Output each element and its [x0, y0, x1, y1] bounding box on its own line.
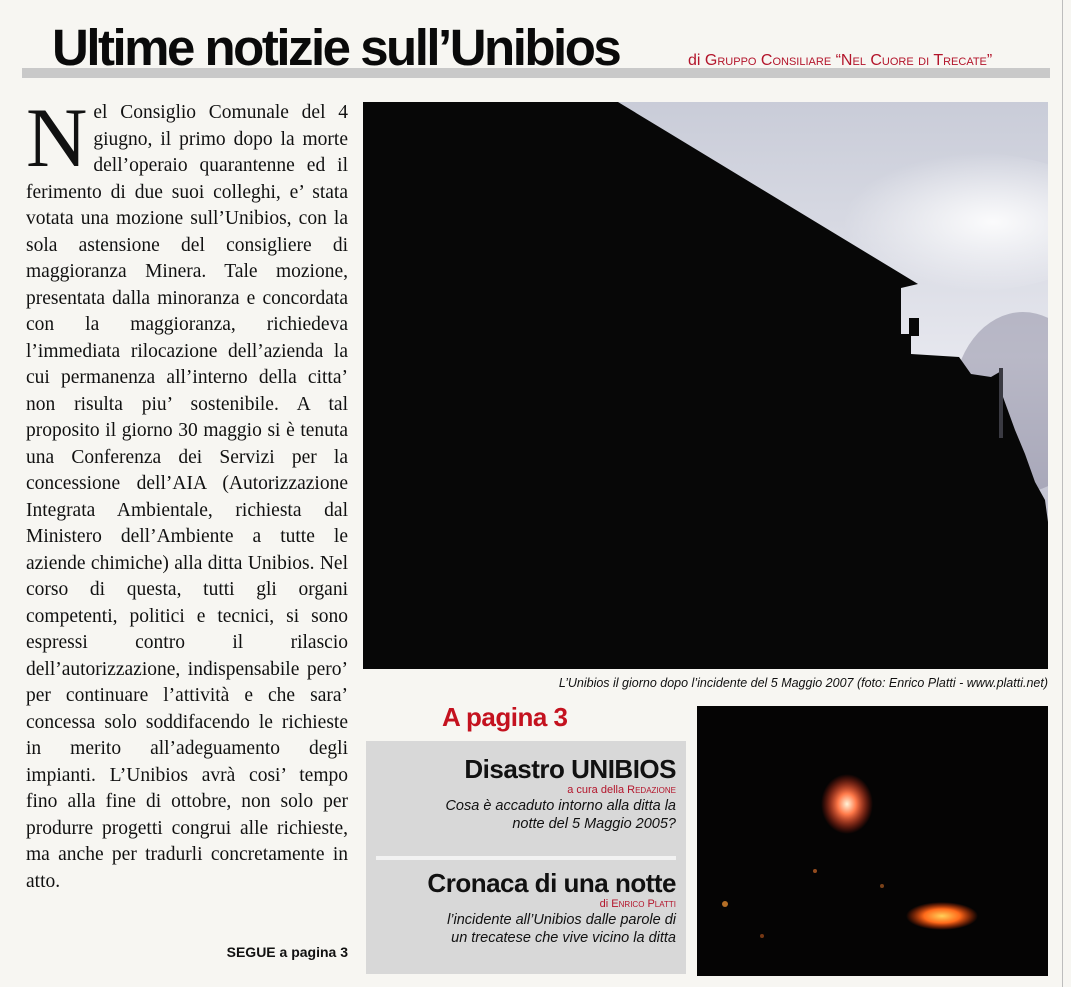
- teaser-desc-line: un trecatese che vive vicino la ditta: [451, 930, 676, 946]
- unibios-photo-image: [363, 102, 1048, 669]
- page-edge-line: [1062, 0, 1063, 987]
- article-text: el Consiglio Comunale del 4 giugno, il primo dopo la morte dell’operaio quarantenne ed il ferimento di due suoi colleghi, e’ stata votata una mozione sull’Unibios, con la sola astensione del consigliere di maggioranza Minera. Tale mozione, presentata dalla minoranza e concordata con la maggioranza, richiedeva l’immediata rilocazione dell’azienda la cui permanenza all’interno della citta’ non risulta piu’ sostenibile. A tal proposito il giorno 30 maggio si è tenuta una Conferenza dei Servizi per la concessione dell’AIA (Autorizzazione Integrata Ambientale, richiesta dal Ministero dell’Ambiente a tutte le aziende chimiche) alla ditta Unibios. Nel corso di questa, tutti gli organi competenti, politici e tecnici, si sono espressi contro il rilascio dell’autorizzazione, indispensabile pero’ per continuare l’attività e che sara’ concessa solo soddifacendo le richieste in merito all’adeguamento degli impianti. L’Unibios avrà cosi’ tempo fino alla fine di ottobre, non solo per produrre progetti congrui alle richieste, ma anche per tradurli concretamente in atto.: [26, 102, 348, 892]
- night-fire-photo-image: [697, 706, 1048, 976]
- drop-cap: N: [26, 91, 88, 185]
- teaser-byline-author: Enrico Platti: [611, 898, 676, 910]
- teaser-byline-prefix: a cura della: [567, 784, 625, 796]
- unibios-photo: [363, 102, 1048, 669]
- sidebar-box: [366, 741, 686, 974]
- teaser-cronaca[interactable]: [366, 869, 676, 947]
- photo-caption: L’Unibios il giorno dopo l’incidente del 5 Maggio 2007 (foto: Enrico Platti - www.platti.net): [558, 676, 1048, 690]
- teaser-byline: [366, 783, 676, 797]
- article-body: [26, 91, 348, 895]
- teaser-desc-line: l’incidente all’Unibios dalle parole di: [447, 912, 676, 928]
- continued-link[interactable]: SEGUE a pagina 3: [226, 944, 348, 960]
- night-fire-photo: [697, 706, 1048, 976]
- sidebar-divider: [376, 856, 676, 860]
- teaser-desc-line: Cosa è accaduto intorno alla ditta la: [445, 798, 676, 814]
- teaser-byline-prefix: di: [599, 898, 609, 910]
- teaser-desc-line: notte del 5 Maggio 2005?: [512, 816, 676, 832]
- teaser-disastro[interactable]: [366, 755, 676, 833]
- teaser-byline: [366, 897, 676, 911]
- teaser-title: Disastro UNIBIOS: [464, 754, 676, 784]
- byline-prefix: di: [688, 52, 701, 69]
- headline: Ultime notizie sull’Unibios: [52, 19, 620, 76]
- teaser-title: Cronaca di una notte: [427, 868, 676, 898]
- byline-author: Gruppo Consiliare “Nel Cuore di Trecate”: [704, 52, 993, 69]
- teaser-byline-author: Redazione: [627, 784, 676, 796]
- sidebar-heading: A pagina 3: [442, 702, 568, 732]
- article-byline: [688, 52, 992, 70]
